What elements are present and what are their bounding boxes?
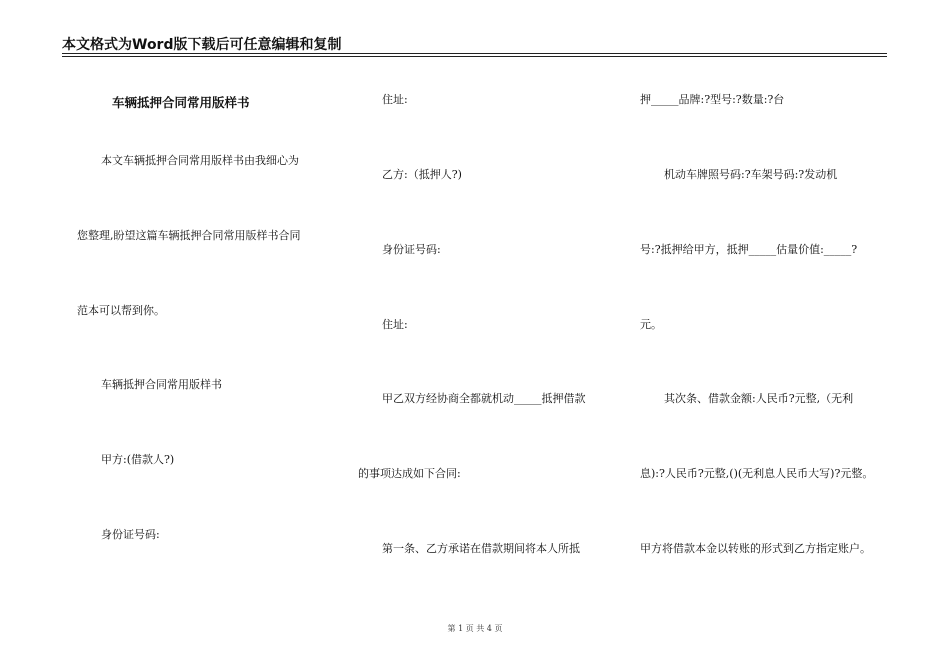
col1-line-5: 甲方:(借款人?)	[101, 453, 175, 466]
col2-line-3: 身份证号码:	[382, 243, 441, 256]
col1-line-2: 您整理,盼望这篇车辆抵押合同常用版样书合同	[77, 229, 301, 242]
col2-line-6: 的事项达成如下合同:	[358, 467, 461, 480]
col3-line-6: 息):?人民币?元整,()(无利息人民币大写)?元整。	[640, 467, 874, 480]
page-number: 第 1 页 共 4 页	[447, 624, 503, 633]
col1-line-3: 范本可以帮到你。	[77, 304, 165, 317]
header-rule-bottom	[62, 56, 887, 57]
col3-line-4: 元。	[640, 318, 662, 331]
col1-line-6: 身份证号码:	[101, 528, 160, 541]
col1-line-4: 车辆抵押合同常用版样书	[101, 378, 222, 391]
header-rule-top	[62, 53, 887, 54]
col3-line-2: 机动车牌照号码:?车架号码:?发动机	[664, 168, 838, 181]
col3-line-1: 押_____品牌:?型号:?数量:?台	[640, 93, 785, 106]
col2-line-2: 乙方:（抵押人?)	[382, 168, 462, 181]
col2-line-4: 住址:	[382, 318, 408, 331]
document-banner: 本文格式为Word版下载后可任意编辑和复制	[62, 37, 342, 53]
col3-line-7: 甲方将借款本金以转账的形式到乙方指定账户。	[640, 542, 871, 555]
col2-line-7: 第一条、乙方承诺在借款期间将本人所抵	[382, 542, 580, 555]
col3-line-3: 号:?抵押给甲方，抵押_____估量价值:_____?	[640, 243, 858, 256]
col2-line-5: 甲乙双方经协商全都就机动_____抵押借款	[382, 392, 586, 405]
document-title: 车辆抵押合同常用版样书	[112, 95, 250, 110]
col1-line-1: 本文车辆抵押合同常用版样书由我细心为	[101, 154, 299, 167]
col3-line-5: 其次条、借款金额:人民币?元整,（无利	[664, 392, 854, 405]
col2-line-1: 住址:	[382, 93, 408, 106]
